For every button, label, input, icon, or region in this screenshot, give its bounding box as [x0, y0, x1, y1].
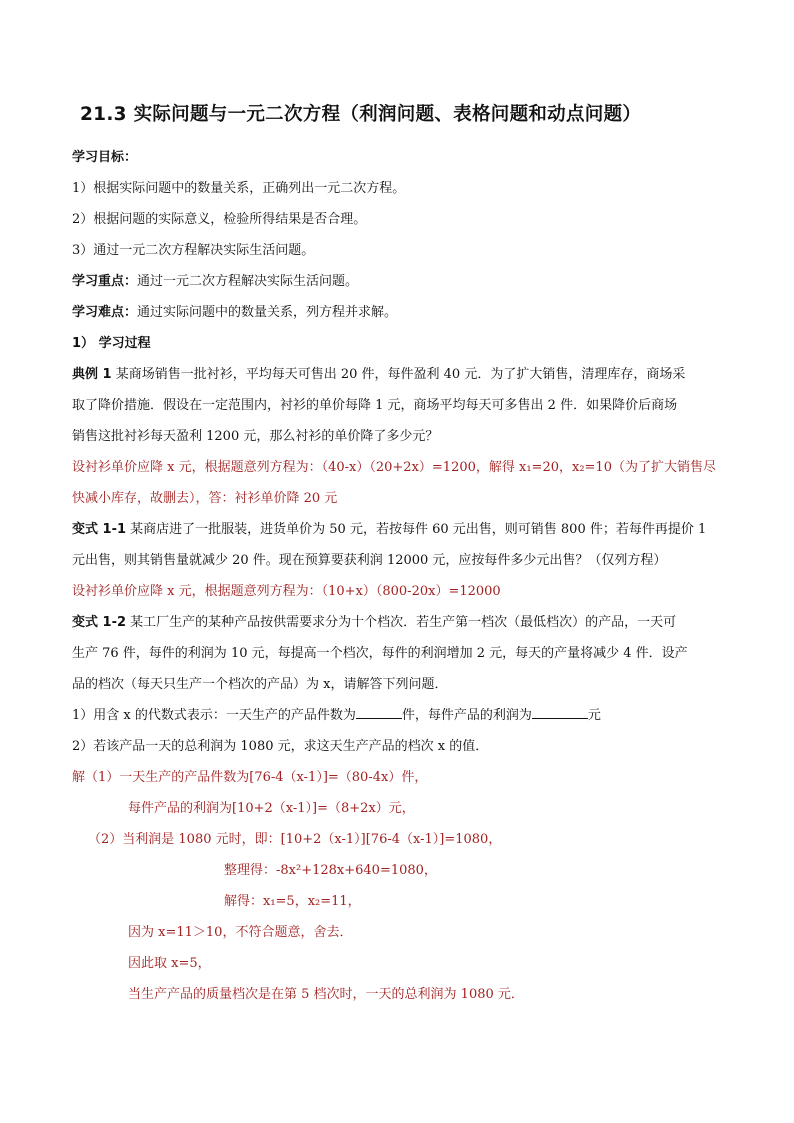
question-2: 2）若该产品一天的总利润为 1080 元，求这天生产产品的档次 x 的值． — [72, 739, 489, 754]
answer-blank — [356, 717, 402, 719]
difficulty — [72, 297, 734, 328]
objective-item: 1）根据实际问题中的数量关系，正确列出一元二次方程。 — [72, 181, 406, 196]
variant2-line: 品的档次（每天只生产一个档次的产品）为 x，请解答下列问题． — [72, 677, 448, 692]
objectives-heading — [72, 142, 734, 173]
solution-line: 当生产产品的质量档次是在第 5 档次时，一天的总利润为 1080 元． — [128, 987, 524, 1002]
question-1-part-c: 元 — [587, 708, 601, 723]
variant2-line: 生产 76 件，每件的利润为 10 元，每提高一个档次，每件的利润增加 2 元，每天的产量将减少 4 件．设产 — [72, 646, 688, 661]
question-1-part-b: 件，每件产品的利润为 — [401, 708, 532, 723]
solution-line: 因此取 x=5， — [128, 956, 211, 971]
difficulty-label: 学习难点： — [72, 305, 138, 320]
example1-label: 典例 1 — [72, 367, 112, 382]
solution-line: 整理得：-8x²+128x+640=1080， — [224, 863, 437, 878]
process-heading-label: 1） 学习过程 — [72, 336, 151, 351]
question-1 — [72, 700, 734, 731]
solution-line: 每件产品的利润为[10+2（x-1）]=（8+2x）元， — [128, 801, 415, 816]
process-heading — [72, 328, 734, 359]
solution-line: 因为 x=11＞10，不符合题意，舍去． — [128, 925, 353, 940]
variant2-label: 变式 1-2 — [72, 615, 127, 630]
example1-text: 某商场销售一批衬衫，平均每天可售出 20 件，每件盈利 40 元．为了扩大销售，清理库存，商场采 — [115, 367, 686, 382]
example1-line: 取了降价措施．假设在一定范围内，衬衫的单价每降 1 元，商场平均每天可多售出 2 件．如果降价后商场 — [72, 398, 678, 413]
solution-line: 解得：x₁=5，x₂=11， — [224, 894, 361, 909]
variant1-label: 变式 1-1 — [72, 522, 127, 537]
question-1-part-a: 1）用含 x 的代数式表示：一天生产的产品件数为 — [72, 708, 356, 723]
key-point-text: 通过一元二次方程解决实际生活问题。 — [137, 274, 359, 289]
variant2-text: 某工厂生产的某种产品按供需要求分为十个档次．若生产第一档次（最低档次）的产品，一天可 — [130, 615, 677, 630]
objective-item: 3）通过一元二次方程解决实际生活问题。 — [72, 243, 315, 258]
answer-blank — [532, 717, 588, 719]
variant1-line — [72, 514, 734, 545]
example1-line — [72, 359, 734, 390]
variant1-answer: 设衬衫单价应降 x 元，根据题意列方程为：（10+x）（800-20x）=12000 — [72, 584, 501, 599]
objectives-label: 学习目标： — [72, 150, 138, 165]
key-point-label: 学习重点： — [72, 274, 138, 289]
example1-answer: 设衬衫单价应降 x 元，根据题意列方程为：（40-x）（20+2x）=1200，解得 x₁=20，x₂=10（为了扩大销售尽 — [72, 460, 716, 475]
variant1-line: 元出售，则其销售量就减少 20 件。现在预算要获利润 12000 元，应按每件多少元出售？（仅列方程） — [72, 553, 667, 568]
variant2-line — [72, 607, 734, 638]
key-point — [72, 266, 734, 297]
example1-line: 销售这批衬衫每天盈利 1200 元，那么衬衫的单价降了多少元？ — [72, 429, 439, 444]
page-title: 21.3 实际问题与一元二次方程（利润问题、表格问题和动点问题） — [80, 104, 642, 125]
difficulty-text: 通过实际问题中的数量关系，列方程并求解。 — [137, 305, 398, 320]
example1-answer: 快减小库存，故删去），答：衬衫单价降 20 元 — [72, 491, 338, 506]
objective-item: 2）根据问题的实际意义，检验所得结果是否合理。 — [72, 212, 367, 227]
solution-line: （2）当利润是 1080 元时，即：[10+2（x-1）][76-4（x-1）]=1080， — [88, 832, 502, 847]
solution-line: 解（1）一天生产的产品件数为[76-4（x-1）]=（80-4x）件， — [72, 770, 428, 785]
variant1-text: 某商店进了一批服装，进货单价为 50 元，若按每件 60 元出售，则可销售 800 件；若每件再提价 1 — [130, 522, 707, 537]
